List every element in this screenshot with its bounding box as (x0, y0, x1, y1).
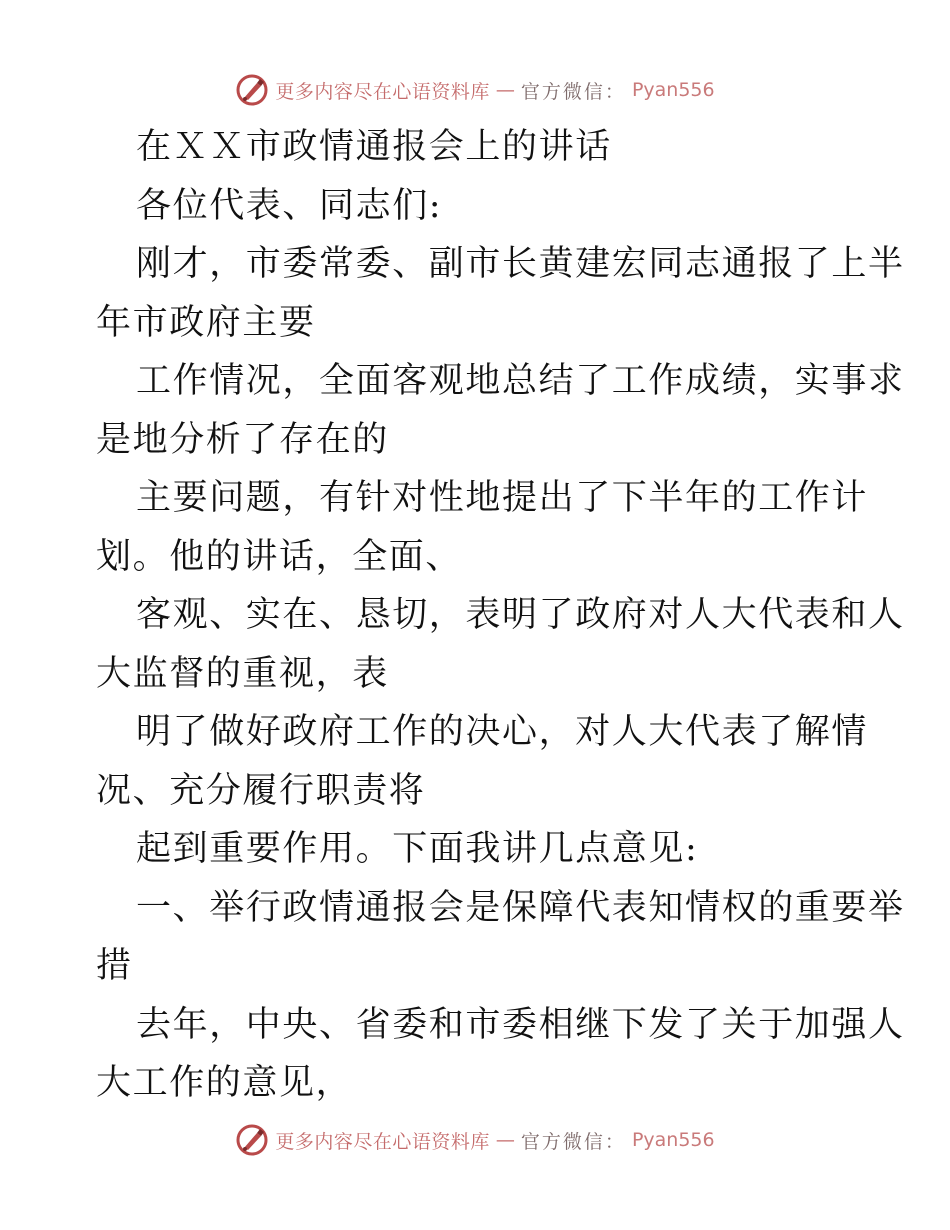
paragraph-line: 去年，中央、省委和市委相继下发了关于加强人 (136, 1004, 905, 1045)
paragraph-line: 客观、实在、恳切，表明了政府对人大代表和人 (136, 595, 905, 635)
paragraph-line: 刚才，市委常委、副市长黄建宏同志通报了上半 (136, 244, 905, 284)
pen-in-circle-logo-icon (235, 1123, 269, 1157)
footer-watermark (0, 1120, 950, 1160)
watermark-separator: — (495, 79, 515, 101)
paragraph-line: 大监督的重视，表 (96, 653, 389, 694)
document-title: 在ＸＸ市政情通报会上的讲话 (136, 127, 612, 167)
watermark-text: 更多内容尽在心语资料库 (275, 1130, 490, 1153)
paragraph-line: 起到重要作用。下面我讲几点意见: (136, 829, 699, 869)
paragraph-line: 是地分析了存在的 (96, 419, 389, 460)
watermark-wechat-id: Pyan556 (631, 79, 715, 101)
section-heading: 一、举行政情通报会是保障代表知情权的重要举 (136, 887, 905, 928)
paragraph-line: 主要问题，有针对性地提出了下半年的工作计 (136, 478, 869, 518)
paragraph-line: 明了做好政府工作的决心，对人大代表了解情 (136, 712, 869, 752)
watermark-official-label: 官方微信： (520, 1130, 626, 1153)
document-body (96, 118, 905, 1113)
pen-in-circle-logo-icon (235, 73, 269, 107)
watermark-wechat-id: Pyan556 (631, 1129, 715, 1151)
paragraph-line: 年市政府主要 (96, 302, 316, 343)
watermark-text: 更多内容尽在心语资料库 (275, 80, 490, 103)
paragraph-line: 划。他的讲话，全面、 (96, 536, 463, 577)
paragraph-line: 况、充分履行职责将 (96, 770, 426, 811)
watermark-separator: — (495, 1129, 515, 1151)
header-watermark (0, 70, 950, 110)
salutation: 各位代表、同志们: (136, 185, 443, 226)
watermark-official-label: 官方微信： (520, 80, 626, 103)
paragraph-line: 大工作的意见， (96, 1063, 353, 1103)
section-heading-continued: 措 (96, 946, 133, 986)
paragraph-line: 工作情况，全面客观地总结了工作成绩，实事求 (136, 361, 905, 401)
